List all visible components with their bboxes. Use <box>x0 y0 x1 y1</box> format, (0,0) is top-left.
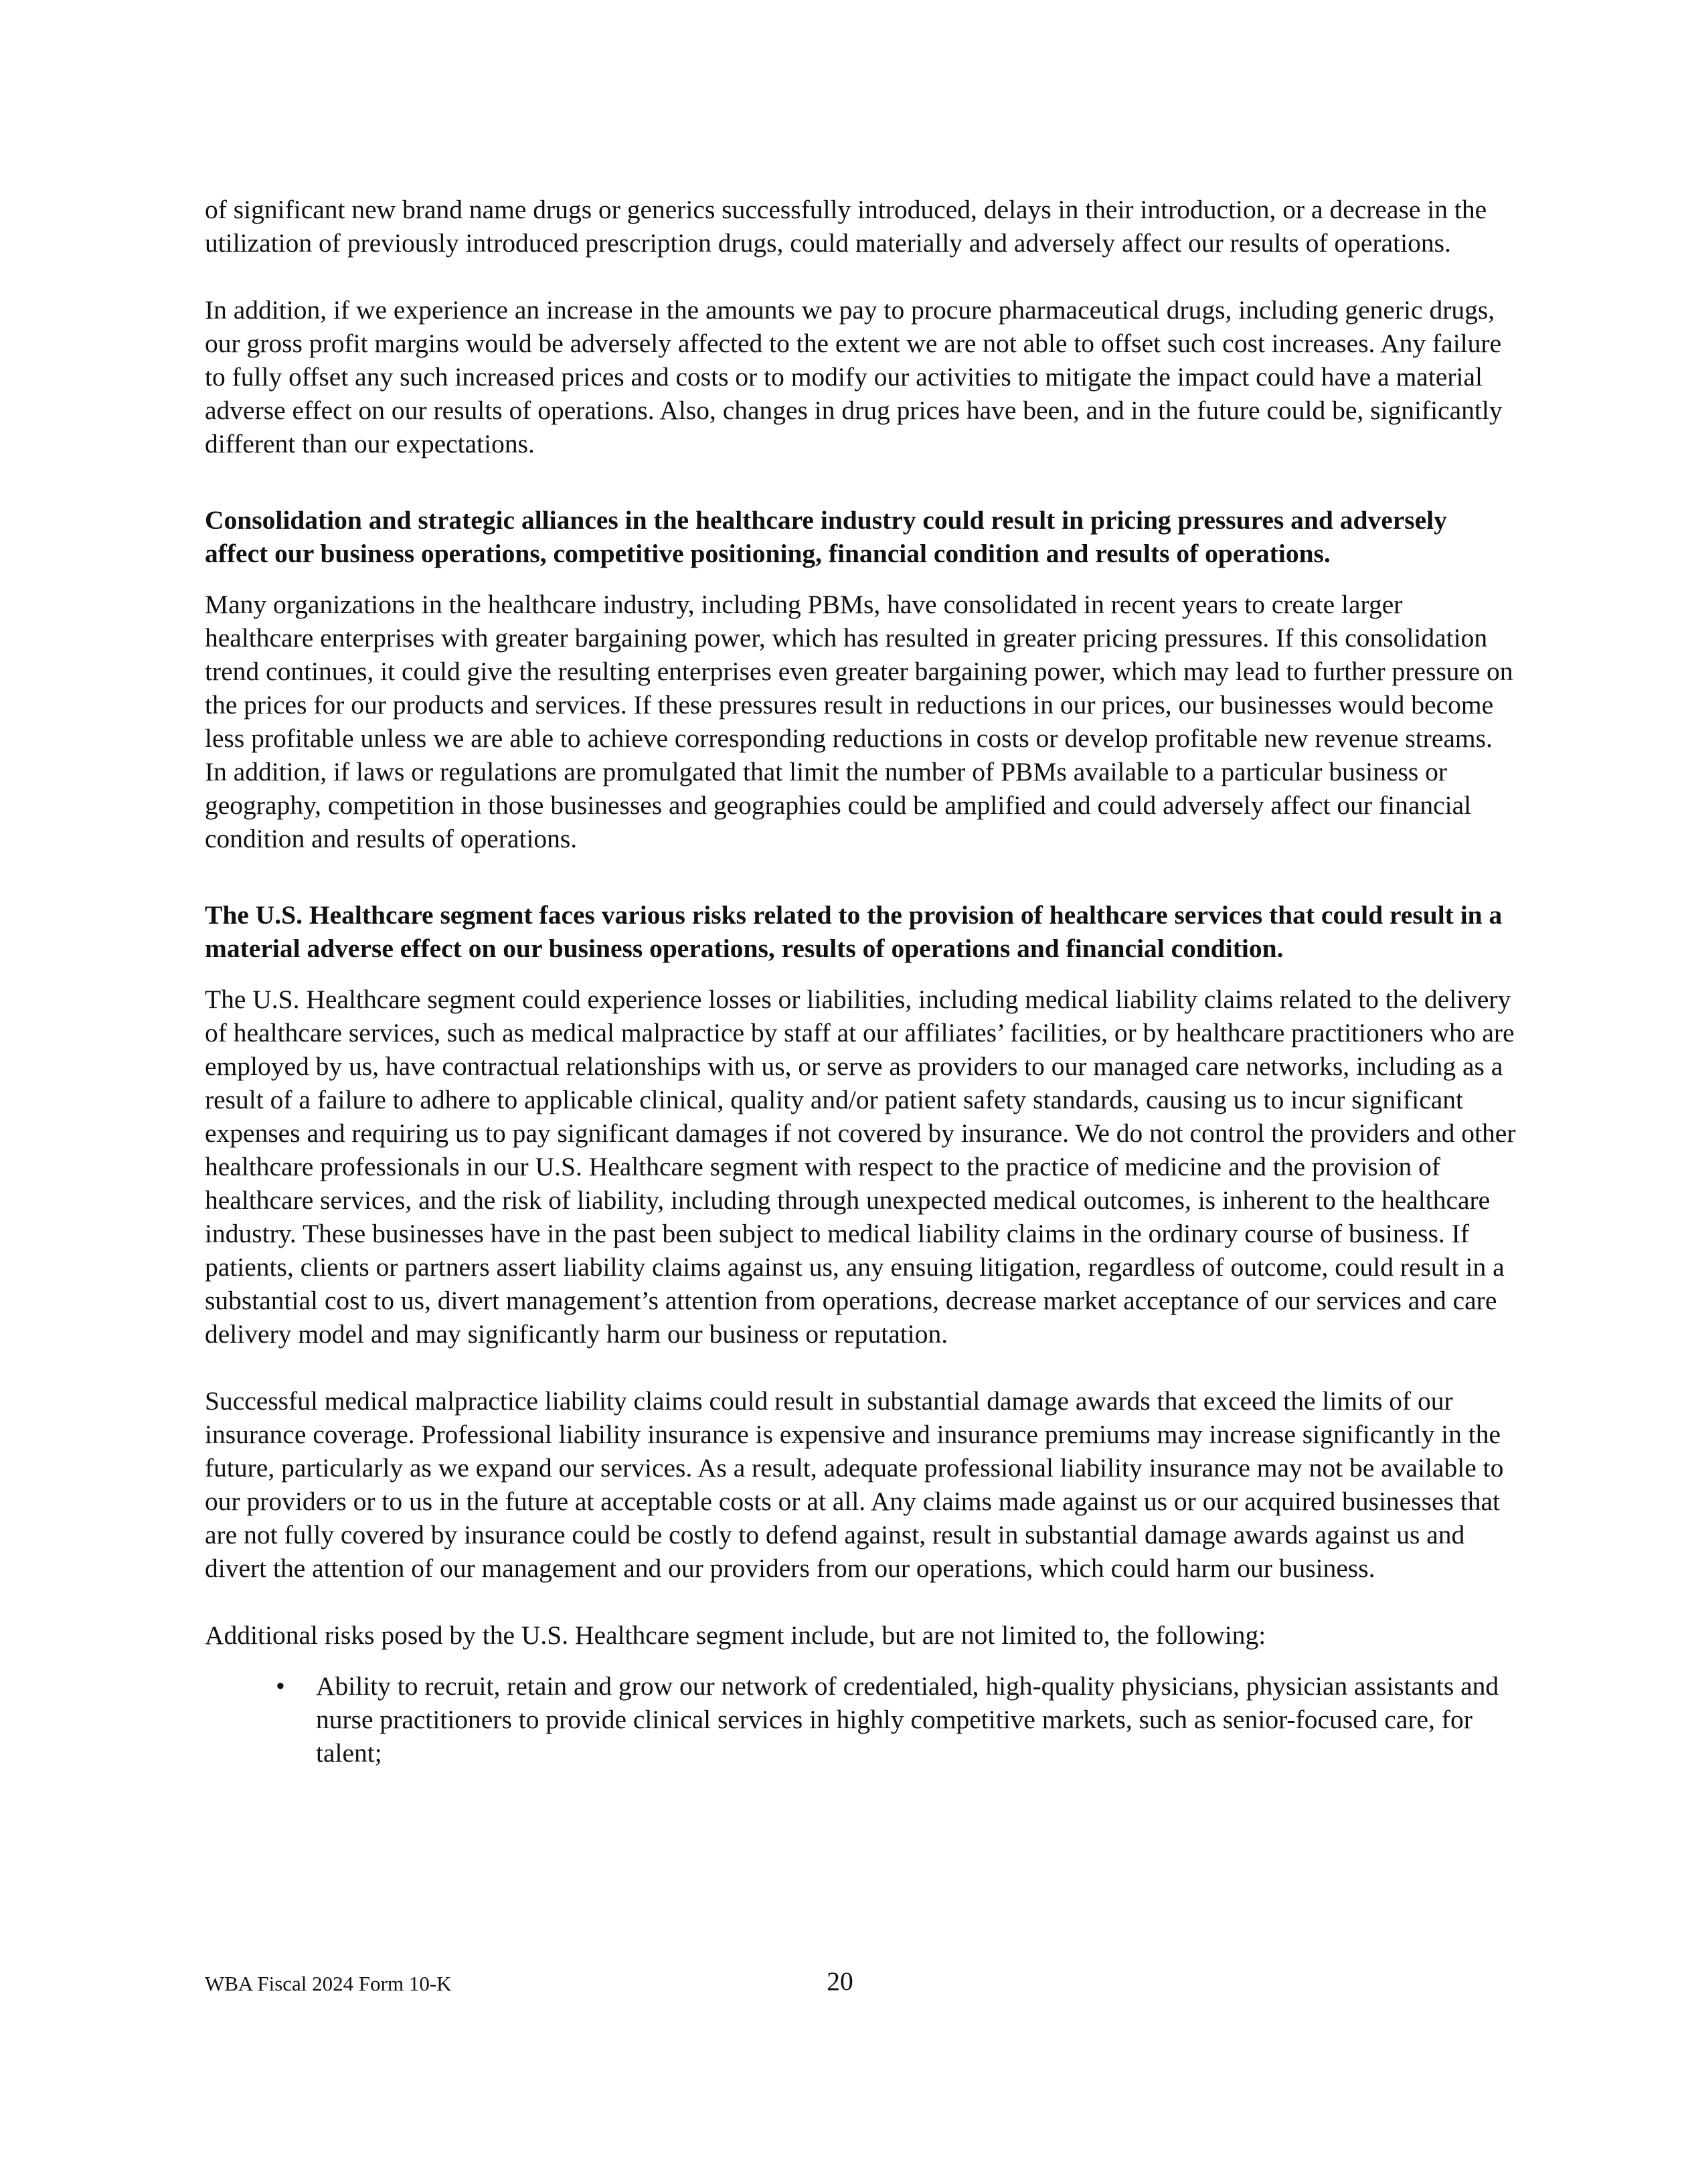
list-item <box>205 1669 1517 1770</box>
section-spacer <box>205 855 1517 898</box>
body-paragraph: Additional risks posed by the U.S. Healthcare segment include, but are not limited to, the following: <box>205 1620 1266 1650</box>
heading-spacer <box>205 965 1517 983</box>
paragraph-spacer <box>205 1585 1517 1618</box>
risk-factor-heading: Consolidation and strategic alliances in the healthcare industry could result in pricing pressures and adversely affect our business operations, competitive positioning, financial condition and results of operations. <box>205 505 1447 568</box>
list-spacer <box>205 1652 1517 1669</box>
section-spacer <box>205 460 1517 503</box>
risk-factor-heading: The U.S. Healthcare segment faces various risks related to the provision of healthcare services that could result in a material adverse effect on our business operations, results of operations and financial condition. <box>205 900 1503 963</box>
bullet-icon: • <box>276 1671 285 1701</box>
page-number: 20 <box>827 1966 853 1996</box>
risk-bullet-list <box>205 1669 1517 1770</box>
list-item-text: Ability to recruit, retain and grow our network of credentialed, high-quality physicians, physician assistants and nurse practitioners to provide clinical services in highly competitive markets, such as senior-focused care, for talent; <box>316 1671 1499 1768</box>
body-paragraph: The U.S. Healthcare segment could experience losses or liabilities, including medical liability claims related to the delivery of healthcare services, such as medical malpractice by staff at our affiliates’ facilities, or by healthcare practitioners who are employed by us, have contractual relationships with us, or serve as providers to our managed care networks, including as a result of a failure to adhere to applicable clinical, quality and/or patient safety standards, causing us to incur significant expenses and requiring us to pay significant damages if not covered by insurance. We do not control the providers and other healthcare professionals in our U.S. Healthcare segment with respect to the practice of medicine and the provision of healthcare services, and the risk of liability, including through unexpected medical outcomes, is inherent to the healthcare industry. These businesses have in the past been subject to medical liability claims in the ordinary course of business. If patients, clients or partners assert liability claims against us, any ensuing litigation, regardless of outcome, could result in a substantial cost to us, divert management’s attention from operations, decrease market acceptance of our services and care delivery model and may significantly harm our business or reputation. <box>205 985 1516 1349</box>
body-paragraph: Many organizations in the healthcare industry, including PBMs, have consolidated in recent years to create larger healthcare enterprises with greater bargaining power, which has resulted in greater pricing pressures. If this consolidation trend continues, it could give the resulting enterprises even greater bargaining power, which may lead to further pressure on the prices for our products and services. If these pressures result in reductions in our prices, our businesses would become less profitable unless we are able to achieve corresponding reductions in costs or develop profitable new revenue streams. In addition, if laws or regulations are promulgated that limit the number of PBMs available to a particular business or geography, competition in those businesses and geographies could be amplified and could adversely affect our financial condition and results of operations. <box>205 590 1513 853</box>
paragraph-spacer <box>205 1351 1517 1384</box>
paragraph-spacer <box>205 260 1517 293</box>
body-paragraph: Successful medical malpractice liability claims could result in substantial damage awards that exceed the limits of our insurance coverage. Professional liability insurance is expensive and insurance premiums may increase significantly in the future, particularly as we expand our services. As a result, adequate professional liability insurance may not be available to our providers or to us in the future at acceptable costs or at all. Any claims made against us or our acquired businesses that are not fully covered by insurance could be costly to defend against, result in substantial damage awards against us and divert the attention of our management and our providers from our operations, which could harm our business. <box>205 1386 1504 1583</box>
document-page <box>205 193 1517 1770</box>
body-paragraph: In addition, if we experience an increase in the amounts we pay to procure pharmaceutical drugs, including generic drugs, our gross profit margins would be adversely affected to the extent we are not able to offset such cost increases. Any failure to fully offset any such increased prices and costs or to modify our activities to mitigate the impact could have a material adverse effect on our results of operations. Also, changes in drug prices have been, and in the future could be, significantly different than our expectations. <box>205 295 1503 458</box>
body-paragraph: of significant new brand name drugs or generics successfully introduced, delays in their introduction, or a decrease in the utilization of previously introduced prescription drugs, could materially and adversely affect our results of operations. <box>205 195 1487 258</box>
footer-document-label: WBA Fiscal 2024 Form 10-K <box>205 1972 452 1995</box>
heading-spacer <box>205 570 1517 588</box>
